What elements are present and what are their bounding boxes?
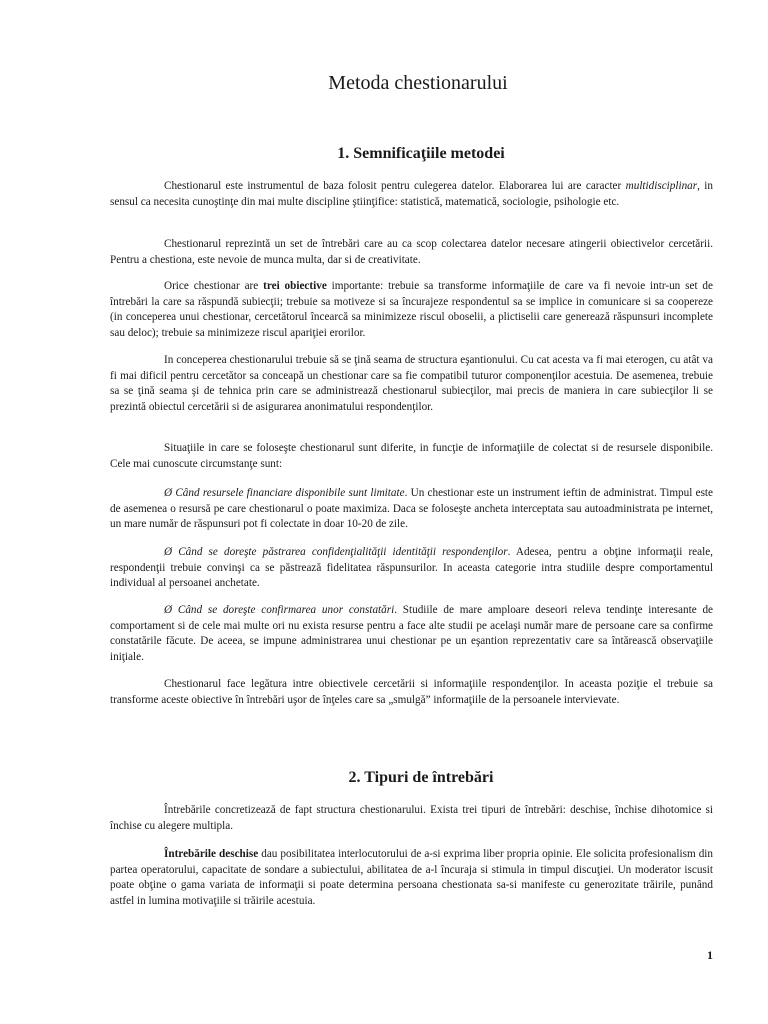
page-number: 1 — [707, 948, 713, 962]
paragraph-esantion: In conceperea chestionarului trebuie să se ţină seama de structura eşantionului. Cu cat acesta va fi mai eterogen, cu atât va fi mai dificil pentru cercetător sa conceapă un chestionar care sa fie compatibil tuturor componenţilor acestuia. De asemenea, trebuie sa se ţină seama şi de tehnica prin care se administrează chestionarul subiecţilor, mai precis de maniera in care subiecţilor li se prezintă obiectul cercetării si de asigurarea anonimatului respondenţilor. — [110, 354, 713, 413]
paragraph-text: Orice chestionar are — [164, 280, 264, 292]
bullet-resurse-financiare — [110, 486, 713, 533]
paragraph-text: . Adesea, pentru a obţine informaţii reale, respondenţii trebuie convinşi ca se păstrează fidelitatea răspunsurilor. In aceasta categorie intra studiile despre comportamentul individual al persoanei anchetate. — [110, 546, 713, 590]
paragraph-situatii: Situaţiile in care se foloseşte chestionarul sunt diferite, in funcţie de informaţiile de colectat si de resursele disponibile. Cele mai cunoscute circumstanţe sunt: — [110, 442, 713, 470]
bold-text: Întrebările deschise — [164, 848, 259, 860]
paragraph-text: Chestionarul este instrumentul de baza folosit pentru culegerea datelor. Elaborarea lui are caracter — [164, 180, 626, 192]
emphasis-text: multidisciplinar — [625, 180, 698, 192]
section-heading-tipuri: 2. Tipuri de întrebări — [348, 769, 494, 786]
paragraph-text: , in sensul ca necesita cunoştinţe din mai multe discipline ştiinţifice: statistică, matematică, sociologie, psihologie etc. — [110, 180, 714, 208]
bullet-lead: Ø Când se doreşte confirmarea unor constatări — [164, 604, 395, 616]
bullet-lead: Ø Când se doreşte păstrarea confidenţialităţii identităţii respondenţilor — [164, 546, 508, 558]
bold-text: trei obiective — [263, 280, 327, 292]
bullet-lead: Ø Când resursele financiare disponibile sunt limitate — [164, 487, 405, 499]
paragraph-intrebari-deschise — [110, 847, 713, 909]
paragraph-text: dau posibilitatea interlocutorului de a-si exprima liber propria opinie. Ele solicita profesionalism din partea operatorului, capacitate de sondare a subiectului, abilitatea de a-l încuraja si stimula in timpul discuţiei. Un moderator iscusit poate obţine o gama variata de informaţii si poate determina persoana chestionata sa-si manifeste cu generozitate trăirile, punând astfel in lumina motivaţiile si trăirile acestuia. — [110, 848, 713, 907]
paragraph-definitie — [110, 179, 713, 210]
paragraph-text: importante: trebuie sa transforme informaţiile de care va fi nevoie intr-un set de întrebări la care sa răspundă subiecţii; trebuie sa motiveze si sa încurajeze respondentul sa se implice in comunicare si sa coopereze (in conceperea unui chestionar, cercetătorul încearcă sa minimizeze riscul oboselii, a plictiselii care generează răspunsuri incomplete sau deloc); trebuie sa minimizeze riscul apariţiei erorilor. — [110, 280, 713, 339]
paragraph-set-intrebari: Chestionarul reprezintă un set de întrebări care au ca scop colectarea datelor necesare atingerii obiectivelor cercetării. Pentru a chestiona, este nevoie de munca multa, dar si de creativitate. — [110, 238, 713, 266]
paragraph-tipuri-intrebari: Întrebările concretizează de fapt structura chestionarului. Exista trei tipuri de întrebări: deschise, închise dihotomice si închise cu alegere multipla. — [110, 804, 713, 832]
paragraph-obiective — [110, 279, 713, 341]
paragraph-text: . Studiile de mare amploare deseori releva tendinţe interesante de comportament si de cele mai multe ori nu exista resurse pentru a face alte studii pe acelaşi număr mare de persoane care sa confirme constatările făcute. De aceea, se impune administrarea unui chestionar pe un eşantion reprezentativ care sa întărească observaţiile iniţiale. — [110, 604, 714, 663]
document-title: Metoda chestionarului — [328, 72, 508, 94]
bullet-confirmare — [110, 603, 713, 665]
section-heading-semnificatii: 1. Semnificaţiile metodei — [337, 145, 505, 162]
paragraph-legatura: Chestionarul face legătura intre obiectivele cercetării si informaţiile respondenţilor. In aceasta poziţie el trebuie sa transforme aceste obiective în întrebări uşor de înţeles care sa „smulgă” informaţiile de la persoanele intervievate. — [110, 678, 713, 706]
paragraph-text: . Un chestionar este un instrument ieftin de administrat. Timpul este de asemenea o resursă pe care chestionarul o poate maximiza. Daca se foloseşte ancheta interceptata sau autoadministrata pe internet, un mare număr de răspunsuri pot fi colectate in doar 10-20 de zile. — [110, 487, 713, 531]
bullet-confidentialitate — [110, 545, 713, 592]
